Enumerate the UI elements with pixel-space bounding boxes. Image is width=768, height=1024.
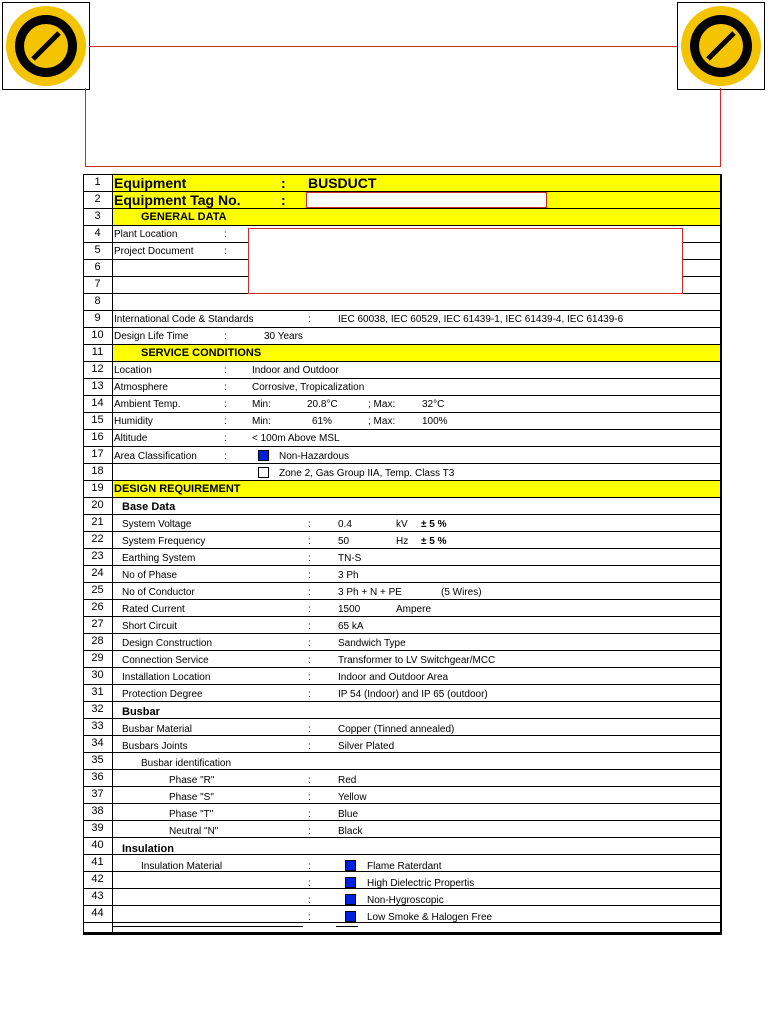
system-voltage-tolerance: ± 5 % — [421, 519, 447, 530]
row-divider — [83, 208, 722, 209]
location-label: Location — [114, 365, 152, 376]
phase-s-label: Phase "S" — [169, 792, 214, 803]
phase-s-value: Yellow — [338, 792, 367, 803]
rated-current-label: Rated Current — [122, 604, 185, 615]
row-divider — [83, 582, 722, 583]
row-number: 36 — [91, 771, 104, 783]
row-number: 2 — [94, 193, 101, 205]
insulation-heading: Insulation — [122, 843, 174, 855]
ambient-temp-label: Ambient Temp. — [114, 399, 181, 410]
equipment-tag-field[interactable] — [306, 192, 547, 208]
row-number: 8 — [94, 295, 101, 307]
row-divider — [83, 480, 722, 481]
busbar-heading: Busbar — [122, 706, 160, 718]
row-divider — [83, 701, 722, 702]
row-divider — [83, 344, 722, 345]
phase-r-value: Red — [338, 775, 357, 786]
high-dielectric-checkbox[interactable] — [345, 877, 356, 888]
zone2-value: Zone 2, Gas Group IIA, Temp. Class T3 — [279, 468, 455, 479]
pdf-xchange-badge-right[interactable] — [677, 2, 765, 90]
zone2-checkbox[interactable] — [258, 467, 269, 478]
busbars-joints-value: Silver Plated — [338, 741, 395, 752]
row-number: 39 — [91, 822, 104, 834]
altitude-value: < 100m Above MSL — [252, 433, 340, 444]
no-of-conductor-extra: (5 Wires) — [441, 587, 482, 598]
row-number: 37 — [91, 788, 104, 800]
hygroscopic-colon: : — [308, 895, 311, 906]
busbars-joints-label: Busbars Joints — [122, 741, 188, 752]
non-hygroscopic-checkbox[interactable] — [345, 894, 356, 905]
row-divider — [83, 531, 722, 532]
row-number: 3 — [94, 210, 101, 222]
busbars-joints-colon: : — [308, 741, 311, 752]
no-of-conductor-colon: : — [308, 587, 311, 598]
low-smoke-colon: : — [308, 912, 311, 923]
row-number: 41 — [91, 856, 104, 868]
ambient-temp-max-value: 32°C — [422, 399, 445, 410]
design-life-value: 30 Years — [264, 331, 303, 342]
low-smoke-value: Low Smoke & Halogen Free — [367, 912, 493, 923]
row-number: 12 — [91, 363, 104, 375]
row-divider — [83, 616, 722, 617]
dielectric-colon: : — [308, 878, 311, 889]
design-construction-colon: : — [308, 638, 311, 649]
short-circuit-label: Short Circuit — [122, 621, 178, 632]
row-number: 14 — [91, 397, 104, 409]
ambient-temp-colon: : — [224, 399, 227, 410]
phase-s-colon: : — [308, 792, 311, 803]
row-divider — [83, 463, 722, 464]
row-number: 43 — [91, 890, 104, 902]
row-divider — [83, 497, 722, 498]
row-divider — [83, 446, 722, 447]
design-construction-label: Design Construction — [122, 638, 213, 649]
connection-service-value: Transformer to LV Switchgear/MCC — [338, 655, 496, 666]
red-frame-top — [89, 46, 677, 47]
row-number: 19 — [91, 482, 104, 494]
insulation-material-colon: : — [308, 861, 311, 872]
neutral-n-value: Black — [338, 826, 363, 837]
busbar-material-label: Busbar Material — [122, 724, 193, 735]
row-number: 44 — [91, 907, 104, 919]
system-voltage-value: 0.4 — [338, 519, 352, 530]
neutral-n-colon: : — [308, 826, 311, 837]
location-value: Indoor and Outdoor — [252, 365, 339, 376]
row-number: 5 — [94, 244, 101, 256]
earthing-system-value: TN-S — [338, 553, 362, 564]
row-number: 23 — [91, 550, 104, 562]
row-divider — [83, 854, 722, 855]
codes-standards-value: IEC 60038, IEC 60529, IEC 61439-1, IEC 61439-4, IEC 61439-6 — [338, 314, 624, 325]
phase-t-value: Blue — [338, 809, 359, 820]
plant-location-colon: : — [224, 229, 227, 240]
row-divider — [83, 327, 722, 328]
row-divider — [83, 565, 722, 566]
row-divider — [83, 684, 722, 685]
area-classification-value: Non-Hazardous — [279, 451, 350, 462]
installation-location-value: Indoor and Outdoor Area — [338, 672, 449, 683]
atmosphere-colon: : — [224, 382, 227, 393]
row-number: 27 — [91, 618, 104, 630]
equipment-colon: : — [281, 175, 286, 191]
atmosphere-value: Corrosive, Tropicalization — [252, 382, 365, 393]
busbar-material-value: Copper (Tinned annealed) — [338, 724, 455, 735]
ambient-temp-max-label: ; Max: — [368, 399, 396, 410]
row-number: 34 — [91, 737, 104, 749]
phase-r-label: Phase "R" — [169, 775, 215, 786]
row-number: 22 — [91, 533, 104, 545]
ambient-temp-min-label: Min: — [252, 399, 271, 410]
no-of-conductor-value: 3 Ph + N + PE — [338, 587, 402, 598]
no-of-phase-colon: : — [308, 570, 311, 581]
equipment-tag-label: Equipment Tag No. — [114, 192, 241, 208]
row-number: 11 — [91, 346, 104, 358]
system-voltage-unit: kV — [396, 519, 408, 530]
row-number: 20 — [91, 499, 104, 511]
row-number: 29 — [91, 652, 104, 664]
system-frequency-label: System Frequency — [122, 536, 206, 547]
atmosphere-label: Atmosphere — [114, 382, 168, 393]
row-divider — [83, 667, 722, 668]
flame-retardant-checkbox[interactable] — [345, 860, 356, 871]
row-number: 16 — [91, 431, 104, 443]
protection-degree-value: IP 54 (Indoor) and IP 65 (outdoor) — [338, 689, 488, 700]
no-of-phase-label: No of Phase — [122, 570, 178, 581]
system-voltage-colon: : — [308, 519, 311, 530]
row-number: 10 — [91, 329, 104, 341]
no-of-phase-value: 3 Ph — [338, 570, 359, 581]
area-classification-label: Area Classification — [114, 451, 197, 462]
earthing-system-label: Earthing System — [122, 553, 196, 564]
location-colon: : — [224, 365, 227, 376]
row-divider — [83, 378, 722, 379]
general-data-redaction-box — [248, 228, 683, 294]
installation-location-colon: : — [308, 672, 311, 683]
rated-current-colon: : — [308, 604, 311, 615]
humidity-min-value: 61% — [312, 416, 333, 427]
row-44-underline-left — [113, 926, 303, 927]
project-document-label: Project Document — [114, 246, 194, 257]
general-data-heading: GENERAL DATA — [141, 211, 227, 223]
system-frequency-colon: : — [308, 536, 311, 547]
non-hazardous-checkbox[interactable] — [258, 450, 269, 461]
row-divider — [83, 395, 722, 396]
row-number: 24 — [91, 567, 104, 579]
humidity-min-label: Min: — [252, 416, 271, 427]
row-number: 4 — [94, 227, 101, 239]
rated-current-value: 1500 — [338, 604, 361, 615]
row-number: 13 — [91, 380, 104, 392]
protection-degree-colon: : — [308, 689, 311, 700]
row-divider — [83, 548, 722, 549]
row-number: 40 — [91, 839, 104, 851]
short-circuit-colon: : — [308, 621, 311, 632]
codes-standards-label: International Code & Standards — [114, 314, 254, 325]
busbar-identification-label: Busbar identification — [141, 758, 232, 769]
system-voltage-label: System Voltage — [122, 519, 192, 530]
row-divider — [83, 599, 722, 600]
row-divider — [83, 718, 722, 719]
base-data-heading: Base Data — [122, 501, 176, 513]
red-frame-left — [85, 88, 86, 166]
red-frame-right — [720, 88, 721, 166]
project-document-colon: : — [224, 246, 227, 257]
humidity-max-label: ; Max: — [368, 416, 396, 427]
connection-service-colon: : — [308, 655, 311, 666]
equipment-label: Equipment — [114, 175, 187, 191]
red-frame-bottom — [85, 166, 721, 167]
row-number: 6 — [94, 261, 101, 273]
non-hygroscopic-value: Non-Hygroscopic — [367, 895, 444, 906]
row-number: 7 — [94, 278, 101, 290]
altitude-colon: : — [224, 433, 227, 444]
phase-r-colon: : — [308, 775, 311, 786]
codes-standards-colon: : — [308, 314, 311, 325]
row-number: 33 — [91, 720, 104, 732]
row-divider — [83, 310, 722, 311]
system-frequency-value: 50 — [338, 536, 350, 547]
phase-t-colon: : — [308, 809, 311, 820]
row-number: 42 — [91, 873, 104, 885]
connection-service-label: Connection Service — [122, 655, 209, 666]
phase-t-label: Phase "T" — [169, 809, 214, 820]
row-number: 38 — [91, 805, 104, 817]
humidity-label: Humidity — [114, 416, 153, 427]
humidity-colon: : — [224, 416, 227, 427]
plant-location-label: Plant Location — [114, 229, 178, 240]
row-divider — [83, 650, 722, 651]
row-divider — [83, 412, 722, 413]
row-number: 35 — [91, 754, 104, 766]
row-number: 18 — [91, 465, 104, 477]
low-smoke-checkbox[interactable] — [345, 911, 356, 922]
system-frequency-tolerance: ± 5 % — [421, 536, 447, 547]
short-circuit-value: 65 kA — [338, 621, 364, 632]
design-requirement-heading: DESIGN REQUIREMENT — [114, 483, 241, 495]
row-number: 17 — [91, 448, 104, 460]
high-dielectric-value: High Dielectric Propertis — [367, 878, 475, 889]
row-number: 25 — [91, 584, 104, 596]
ambient-temp-min-value: 20.8°C — [307, 399, 338, 410]
row-number: 15 — [91, 414, 104, 426]
row-number: 1 — [94, 176, 101, 188]
design-construction-value: Sandwich Type — [338, 638, 406, 649]
row-number: 31 — [91, 686, 104, 698]
row-number: 32 — [91, 703, 104, 715]
insulation-material-label: Insulation Material — [141, 861, 223, 872]
design-life-colon: : — [224, 331, 227, 342]
row-number: 28 — [91, 635, 104, 647]
equipment-tag-colon: : — [281, 192, 286, 208]
neutral-n-label: Neutral "N" — [169, 826, 219, 837]
rated-current-unit: Ampere — [396, 604, 432, 615]
system-frequency-unit: Hz — [396, 536, 409, 547]
altitude-label: Altitude — [114, 433, 148, 444]
row-44-underline-right — [336, 926, 358, 927]
row-number: 21 — [91, 516, 104, 528]
row-divider — [83, 514, 722, 515]
no-of-conductor-label: No of Conductor — [122, 587, 195, 598]
earthing-system-colon: : — [308, 553, 311, 564]
service-conditions-heading: SERVICE CONDITIONS — [141, 347, 262, 359]
row-divider — [83, 633, 722, 634]
row-divider — [83, 429, 722, 430]
equipment-value: BUSDUCT — [308, 175, 377, 191]
pdf-xchange-badge-left[interactable] — [2, 2, 90, 90]
row-divider — [83, 225, 722, 226]
row-number: 26 — [91, 601, 104, 613]
busbar-material-colon: : — [308, 724, 311, 735]
humidity-max-value: 100% — [422, 416, 448, 427]
area-classification-colon: : — [224, 451, 227, 462]
protection-degree-label: Protection Degree — [122, 689, 203, 700]
flame-retardant-value: Flame Raterdant — [367, 861, 442, 872]
design-life-label: Design Life Time — [114, 331, 189, 342]
row-number: 9 — [94, 312, 101, 324]
installation-location-label: Installation Location — [122, 672, 211, 683]
row-number: 30 — [91, 669, 104, 681]
row-divider — [83, 361, 722, 362]
